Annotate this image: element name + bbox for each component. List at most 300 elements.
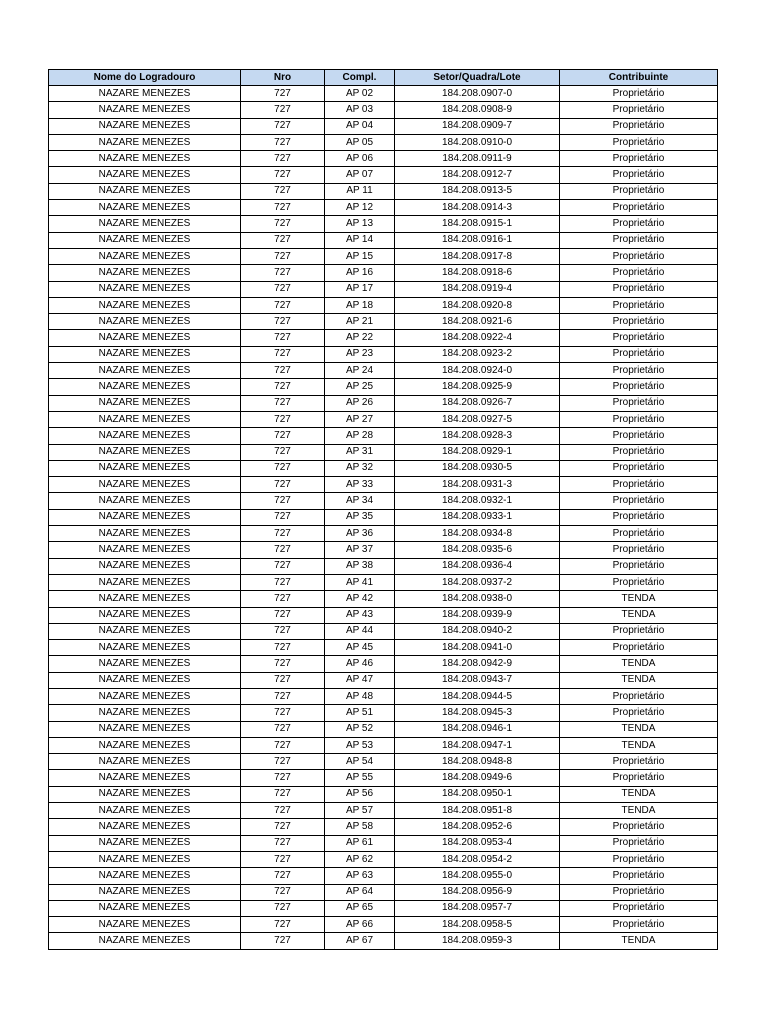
table-row [49, 623, 718, 639]
cell-setor-quadra-lote: 184.208.0918-6 [395, 265, 560, 281]
cell-setor-quadra-lote: 184.208.0931-3 [395, 477, 560, 493]
cell-contribuinte: Proprietário [560, 917, 718, 933]
cell-logradouro: NAZARE MENEZES [49, 542, 241, 558]
cell-compl: AP 35 [325, 509, 395, 525]
cell-compl: AP 05 [325, 134, 395, 150]
cell-logradouro: NAZARE MENEZES [49, 346, 241, 362]
cell-nro: 727 [241, 346, 325, 362]
cell-setor-quadra-lote: 184.208.0947-1 [395, 737, 560, 753]
cell-setor-quadra-lote: 184.208.0952-6 [395, 819, 560, 835]
cell-logradouro: NAZARE MENEZES [49, 200, 241, 216]
cell-setor-quadra-lote: 184.208.0953-4 [395, 835, 560, 851]
table-row [49, 900, 718, 916]
table-row [49, 248, 718, 264]
table-row [49, 786, 718, 802]
cell-logradouro: NAZARE MENEZES [49, 460, 241, 476]
cell-compl: AP 31 [325, 444, 395, 460]
cell-compl: AP 43 [325, 607, 395, 623]
table-body [49, 86, 718, 950]
cell-nro: 727 [241, 314, 325, 330]
cell-nro: 727 [241, 640, 325, 656]
cell-contribuinte: TENDA [560, 656, 718, 672]
table-row [49, 868, 718, 884]
cell-logradouro: NAZARE MENEZES [49, 379, 241, 395]
table-header [49, 70, 718, 86]
cell-logradouro: NAZARE MENEZES [49, 232, 241, 248]
cell-logradouro: NAZARE MENEZES [49, 477, 241, 493]
cell-compl: AP 37 [325, 542, 395, 558]
cell-nro: 727 [241, 542, 325, 558]
cell-contribuinte: Proprietário [560, 102, 718, 118]
cell-contribuinte: Proprietário [560, 493, 718, 509]
cell-logradouro: NAZARE MENEZES [49, 151, 241, 167]
cell-compl: AP 04 [325, 118, 395, 134]
cell-setor-quadra-lote: 184.208.0932-1 [395, 493, 560, 509]
table-row [49, 526, 718, 542]
cell-setor-quadra-lote: 184.208.0942-9 [395, 656, 560, 672]
cell-compl: AP 18 [325, 297, 395, 313]
table-row [49, 933, 718, 949]
header-compl: Compl. [325, 70, 395, 86]
cell-nro: 727 [241, 281, 325, 297]
cell-compl: AP 26 [325, 395, 395, 411]
cell-setor-quadra-lote: 184.208.0936-4 [395, 558, 560, 574]
table-row [49, 265, 718, 281]
cell-logradouro: NAZARE MENEZES [49, 281, 241, 297]
cell-contribuinte: Proprietário [560, 477, 718, 493]
cell-logradouro: NAZARE MENEZES [49, 86, 241, 102]
cell-setor-quadra-lote: 184.208.0908-9 [395, 102, 560, 118]
cell-contribuinte: Proprietário [560, 134, 718, 150]
cell-logradouro: NAZARE MENEZES [49, 900, 241, 916]
cell-compl: AP 27 [325, 411, 395, 427]
table-row [49, 770, 718, 786]
table-row [49, 330, 718, 346]
table-row [49, 754, 718, 770]
cell-logradouro: NAZARE MENEZES [49, 705, 241, 721]
cell-nro: 727 [241, 721, 325, 737]
table-row [49, 102, 718, 118]
cell-nro: 727 [241, 851, 325, 867]
cell-contribuinte: Proprietário [560, 754, 718, 770]
cell-nro: 727 [241, 868, 325, 884]
table-row [49, 395, 718, 411]
cell-compl: AP 06 [325, 151, 395, 167]
cell-nro: 727 [241, 786, 325, 802]
cell-setor-quadra-lote: 184.208.0948-8 [395, 754, 560, 770]
table-row [49, 216, 718, 232]
cell-nro: 727 [241, 411, 325, 427]
table-row [49, 363, 718, 379]
cell-compl: AP 67 [325, 933, 395, 949]
cell-contribuinte: TENDA [560, 591, 718, 607]
cell-nro: 727 [241, 623, 325, 639]
cell-logradouro: NAZARE MENEZES [49, 134, 241, 150]
cell-contribuinte: TENDA [560, 786, 718, 802]
cell-logradouro: NAZARE MENEZES [49, 819, 241, 835]
cell-nro: 727 [241, 884, 325, 900]
cell-nro: 727 [241, 770, 325, 786]
cell-compl: AP 61 [325, 835, 395, 851]
cell-nro: 727 [241, 216, 325, 232]
cell-logradouro: NAZARE MENEZES [49, 265, 241, 281]
cell-contribuinte: Proprietário [560, 868, 718, 884]
cell-contribuinte: Proprietário [560, 835, 718, 851]
cell-contribuinte: Proprietário [560, 265, 718, 281]
cell-compl: AP 64 [325, 884, 395, 900]
cell-setor-quadra-lote: 184.208.0934-8 [395, 526, 560, 542]
cell-setor-quadra-lote: 184.208.0926-7 [395, 395, 560, 411]
cell-setor-quadra-lote: 184.208.0930-5 [395, 460, 560, 476]
table-row [49, 444, 718, 460]
cell-logradouro: NAZARE MENEZES [49, 721, 241, 737]
table-row [49, 558, 718, 574]
cell-contribuinte: Proprietário [560, 118, 718, 134]
cell-setor-quadra-lote: 184.208.0910-0 [395, 134, 560, 150]
cell-nro: 727 [241, 900, 325, 916]
cell-compl: AP 34 [325, 493, 395, 509]
cell-compl: AP 28 [325, 428, 395, 444]
cell-compl: AP 66 [325, 917, 395, 933]
table-row [49, 607, 718, 623]
table-row [49, 835, 718, 851]
cell-compl: AP 56 [325, 786, 395, 802]
cell-logradouro: NAZARE MENEZES [49, 656, 241, 672]
cell-setor-quadra-lote: 184.208.0920-8 [395, 297, 560, 313]
cell-nro: 727 [241, 526, 325, 542]
cell-compl: AP 48 [325, 688, 395, 704]
cell-setor-quadra-lote: 184.208.0950-1 [395, 786, 560, 802]
cell-logradouro: NAZARE MENEZES [49, 623, 241, 639]
table-row [49, 851, 718, 867]
cell-compl: AP 22 [325, 330, 395, 346]
cell-compl: AP 41 [325, 574, 395, 590]
cell-contribuinte: Proprietário [560, 167, 718, 183]
cell-nro: 727 [241, 363, 325, 379]
cell-logradouro: NAZARE MENEZES [49, 509, 241, 525]
table-row [49, 200, 718, 216]
cell-setor-quadra-lote: 184.208.0941-0 [395, 640, 560, 656]
cell-contribuinte: Proprietário [560, 183, 718, 199]
cell-setor-quadra-lote: 184.208.0945-3 [395, 705, 560, 721]
cell-nro: 727 [241, 509, 325, 525]
cell-logradouro: NAZARE MENEZES [49, 395, 241, 411]
cell-nro: 727 [241, 803, 325, 819]
cell-compl: AP 44 [325, 623, 395, 639]
cell-nro: 727 [241, 102, 325, 118]
cell-contribuinte: Proprietário [560, 770, 718, 786]
cell-contribuinte: Proprietário [560, 200, 718, 216]
cell-setor-quadra-lote: 184.208.0954-2 [395, 851, 560, 867]
cell-contribuinte: TENDA [560, 607, 718, 623]
cell-nro: 727 [241, 688, 325, 704]
cell-nro: 727 [241, 558, 325, 574]
cell-logradouro: NAZARE MENEZES [49, 884, 241, 900]
cell-setor-quadra-lote: 184.208.0921-6 [395, 314, 560, 330]
cell-contribuinte: TENDA [560, 721, 718, 737]
cell-setor-quadra-lote: 184.208.0925-9 [395, 379, 560, 395]
cell-compl: AP 16 [325, 265, 395, 281]
cell-logradouro: NAZARE MENEZES [49, 803, 241, 819]
table-row [49, 151, 718, 167]
header-nome-do-logradouro: Nome do Logradouro [49, 70, 241, 86]
cell-setor-quadra-lote: 184.208.0922-4 [395, 330, 560, 346]
cell-logradouro: NAZARE MENEZES [49, 688, 241, 704]
cell-logradouro: NAZARE MENEZES [49, 737, 241, 753]
cell-setor-quadra-lote: 184.208.0951-8 [395, 803, 560, 819]
table-row [49, 509, 718, 525]
cell-contribuinte: Proprietário [560, 444, 718, 460]
cell-logradouro: NAZARE MENEZES [49, 363, 241, 379]
cell-contribuinte: Proprietário [560, 363, 718, 379]
cell-contribuinte: Proprietário [560, 281, 718, 297]
cell-logradouro: NAZARE MENEZES [49, 835, 241, 851]
cell-setor-quadra-lote: 184.208.0907-0 [395, 86, 560, 102]
cell-contribuinte: Proprietário [560, 330, 718, 346]
cell-compl: AP 52 [325, 721, 395, 737]
cell-setor-quadra-lote: 184.208.0943-7 [395, 672, 560, 688]
cell-contribuinte: Proprietário [560, 884, 718, 900]
cell-setor-quadra-lote: 184.208.0929-1 [395, 444, 560, 460]
cell-logradouro: NAZARE MENEZES [49, 672, 241, 688]
table-row [49, 297, 718, 313]
cell-compl: AP 46 [325, 656, 395, 672]
cell-setor-quadra-lote: 184.208.0917-8 [395, 248, 560, 264]
cell-contribuinte: Proprietário [560, 558, 718, 574]
cell-compl: AP 38 [325, 558, 395, 574]
cell-compl: AP 51 [325, 705, 395, 721]
table-row [49, 737, 718, 753]
property-table [48, 69, 718, 950]
cell-contribuinte: Proprietário [560, 151, 718, 167]
cell-setor-quadra-lote: 184.208.0938-0 [395, 591, 560, 607]
cell-logradouro: NAZARE MENEZES [49, 770, 241, 786]
cell-nro: 727 [241, 86, 325, 102]
table-row [49, 884, 718, 900]
table-row [49, 917, 718, 933]
cell-nro: 727 [241, 460, 325, 476]
cell-compl: AP 11 [325, 183, 395, 199]
table-row [49, 428, 718, 444]
cell-contribuinte: Proprietário [560, 248, 718, 264]
table-row [49, 281, 718, 297]
cell-contribuinte: Proprietário [560, 86, 718, 102]
cell-compl: AP 32 [325, 460, 395, 476]
cell-compl: AP 02 [325, 86, 395, 102]
cell-setor-quadra-lote: 184.208.0955-0 [395, 868, 560, 884]
cell-logradouro: NAZARE MENEZES [49, 411, 241, 427]
cell-logradouro: NAZARE MENEZES [49, 444, 241, 460]
cell-nro: 727 [241, 379, 325, 395]
cell-contribuinte: Proprietário [560, 216, 718, 232]
cell-nro: 727 [241, 574, 325, 590]
cell-nro: 727 [241, 477, 325, 493]
cell-logradouro: NAZARE MENEZES [49, 248, 241, 264]
cell-nro: 727 [241, 933, 325, 949]
cell-nro: 727 [241, 819, 325, 835]
cell-contribuinte: TENDA [560, 672, 718, 688]
cell-compl: AP 13 [325, 216, 395, 232]
cell-contribuinte: Proprietário [560, 705, 718, 721]
cell-logradouro: NAZARE MENEZES [49, 118, 241, 134]
cell-setor-quadra-lote: 184.208.0939-9 [395, 607, 560, 623]
cell-logradouro: NAZARE MENEZES [49, 428, 241, 444]
cell-nro: 727 [241, 607, 325, 623]
cell-logradouro: NAZARE MENEZES [49, 558, 241, 574]
cell-logradouro: NAZARE MENEZES [49, 167, 241, 183]
cell-setor-quadra-lote: 184.208.0949-6 [395, 770, 560, 786]
cell-nro: 727 [241, 493, 325, 509]
cell-setor-quadra-lote: 184.208.0958-5 [395, 917, 560, 933]
cell-compl: AP 03 [325, 102, 395, 118]
cell-setor-quadra-lote: 184.208.0914-3 [395, 200, 560, 216]
cell-nro: 727 [241, 183, 325, 199]
cell-contribuinte: TENDA [560, 933, 718, 949]
cell-contribuinte: Proprietário [560, 395, 718, 411]
cell-nro: 727 [241, 297, 325, 313]
header-setor-quadra-lote: Setor/Quadra/Lote [395, 70, 560, 86]
cell-setor-quadra-lote: 184.208.0923-2 [395, 346, 560, 362]
cell-nro: 727 [241, 395, 325, 411]
cell-compl: AP 17 [325, 281, 395, 297]
cell-contribuinte: Proprietário [560, 688, 718, 704]
cell-nro: 727 [241, 591, 325, 607]
cell-compl: AP 57 [325, 803, 395, 819]
cell-nro: 727 [241, 167, 325, 183]
cell-logradouro: NAZARE MENEZES [49, 754, 241, 770]
cell-logradouro: NAZARE MENEZES [49, 330, 241, 346]
cell-contribuinte: Proprietário [560, 232, 718, 248]
cell-setor-quadra-lote: 184.208.0909-7 [395, 118, 560, 134]
cell-compl: AP 21 [325, 314, 395, 330]
cell-setor-quadra-lote: 184.208.0940-2 [395, 623, 560, 639]
table-row [49, 232, 718, 248]
cell-nro: 727 [241, 672, 325, 688]
table-row [49, 656, 718, 672]
cell-contribuinte: Proprietário [560, 640, 718, 656]
cell-compl: AP 07 [325, 167, 395, 183]
cell-setor-quadra-lote: 184.208.0924-0 [395, 363, 560, 379]
table-row [49, 477, 718, 493]
cell-logradouro: NAZARE MENEZES [49, 917, 241, 933]
cell-logradouro: NAZARE MENEZES [49, 297, 241, 313]
cell-contribuinte: Proprietário [560, 542, 718, 558]
cell-setor-quadra-lote: 184.208.0944-5 [395, 688, 560, 704]
cell-nro: 727 [241, 656, 325, 672]
table-row [49, 86, 718, 102]
cell-nro: 727 [241, 134, 325, 150]
cell-compl: AP 33 [325, 477, 395, 493]
table-row [49, 134, 718, 150]
cell-compl: AP 24 [325, 363, 395, 379]
cell-contribuinte: Proprietário [560, 379, 718, 395]
table-row [49, 460, 718, 476]
cell-contribuinte: TENDA [560, 737, 718, 753]
cell-contribuinte: Proprietário [560, 526, 718, 542]
header-nro: Nro [241, 70, 325, 86]
table-row [49, 574, 718, 590]
cell-setor-quadra-lote: 184.208.0919-4 [395, 281, 560, 297]
cell-compl: AP 65 [325, 900, 395, 916]
cell-contribuinte: Proprietário [560, 314, 718, 330]
cell-logradouro: NAZARE MENEZES [49, 183, 241, 199]
cell-setor-quadra-lote: 184.208.0959-3 [395, 933, 560, 949]
cell-setor-quadra-lote: 184.208.0957-7 [395, 900, 560, 916]
cell-setor-quadra-lote: 184.208.0937-2 [395, 574, 560, 590]
cell-contribuinte: Proprietário [560, 819, 718, 835]
cell-setor-quadra-lote: 184.208.0916-1 [395, 232, 560, 248]
cell-compl: AP 58 [325, 819, 395, 835]
cell-setor-quadra-lote: 184.208.0928-3 [395, 428, 560, 444]
header-contribuinte: Contribuinte [560, 70, 718, 86]
cell-nro: 727 [241, 248, 325, 264]
cell-compl: AP 36 [325, 526, 395, 542]
cell-logradouro: NAZARE MENEZES [49, 786, 241, 802]
table-row [49, 346, 718, 362]
table-row [49, 542, 718, 558]
cell-contribuinte: Proprietário [560, 297, 718, 313]
cell-nro: 727 [241, 265, 325, 281]
table-row [49, 314, 718, 330]
cell-compl: AP 25 [325, 379, 395, 395]
cell-setor-quadra-lote: 184.208.0912-7 [395, 167, 560, 183]
cell-compl: AP 54 [325, 754, 395, 770]
cell-nro: 727 [241, 705, 325, 721]
cell-nro: 727 [241, 118, 325, 134]
table-row [49, 803, 718, 819]
cell-logradouro: NAZARE MENEZES [49, 526, 241, 542]
cell-nro: 727 [241, 917, 325, 933]
cell-logradouro: NAZARE MENEZES [49, 314, 241, 330]
table-row [49, 411, 718, 427]
cell-contribuinte: Proprietário [560, 623, 718, 639]
cell-compl: AP 15 [325, 248, 395, 264]
cell-logradouro: NAZARE MENEZES [49, 102, 241, 118]
cell-setor-quadra-lote: 184.208.0935-6 [395, 542, 560, 558]
cell-contribuinte: Proprietário [560, 428, 718, 444]
cell-contribuinte: Proprietário [560, 509, 718, 525]
cell-setor-quadra-lote: 184.208.0927-5 [395, 411, 560, 427]
cell-contribuinte: Proprietário [560, 574, 718, 590]
cell-compl: AP 55 [325, 770, 395, 786]
cell-compl: AP 63 [325, 868, 395, 884]
cell-setor-quadra-lote: 184.208.0915-1 [395, 216, 560, 232]
table-row [49, 118, 718, 134]
cell-compl: AP 53 [325, 737, 395, 753]
cell-logradouro: NAZARE MENEZES [49, 607, 241, 623]
cell-setor-quadra-lote: 184.208.0946-1 [395, 721, 560, 737]
cell-contribuinte: Proprietário [560, 411, 718, 427]
cell-contribuinte: Proprietário [560, 851, 718, 867]
cell-logradouro: NAZARE MENEZES [49, 574, 241, 590]
cell-setor-quadra-lote: 184.208.0956-9 [395, 884, 560, 900]
cell-compl: AP 62 [325, 851, 395, 867]
cell-nro: 727 [241, 835, 325, 851]
cell-contribuinte: Proprietário [560, 900, 718, 916]
cell-setor-quadra-lote: 184.208.0933-1 [395, 509, 560, 525]
cell-logradouro: NAZARE MENEZES [49, 640, 241, 656]
cell-logradouro: NAZARE MENEZES [49, 933, 241, 949]
cell-nro: 727 [241, 444, 325, 460]
table-row [49, 688, 718, 704]
cell-logradouro: NAZARE MENEZES [49, 851, 241, 867]
cell-logradouro: NAZARE MENEZES [49, 216, 241, 232]
table-row [49, 705, 718, 721]
cell-nro: 727 [241, 151, 325, 167]
table-row [49, 167, 718, 183]
cell-nro: 727 [241, 232, 325, 248]
table-row [49, 591, 718, 607]
